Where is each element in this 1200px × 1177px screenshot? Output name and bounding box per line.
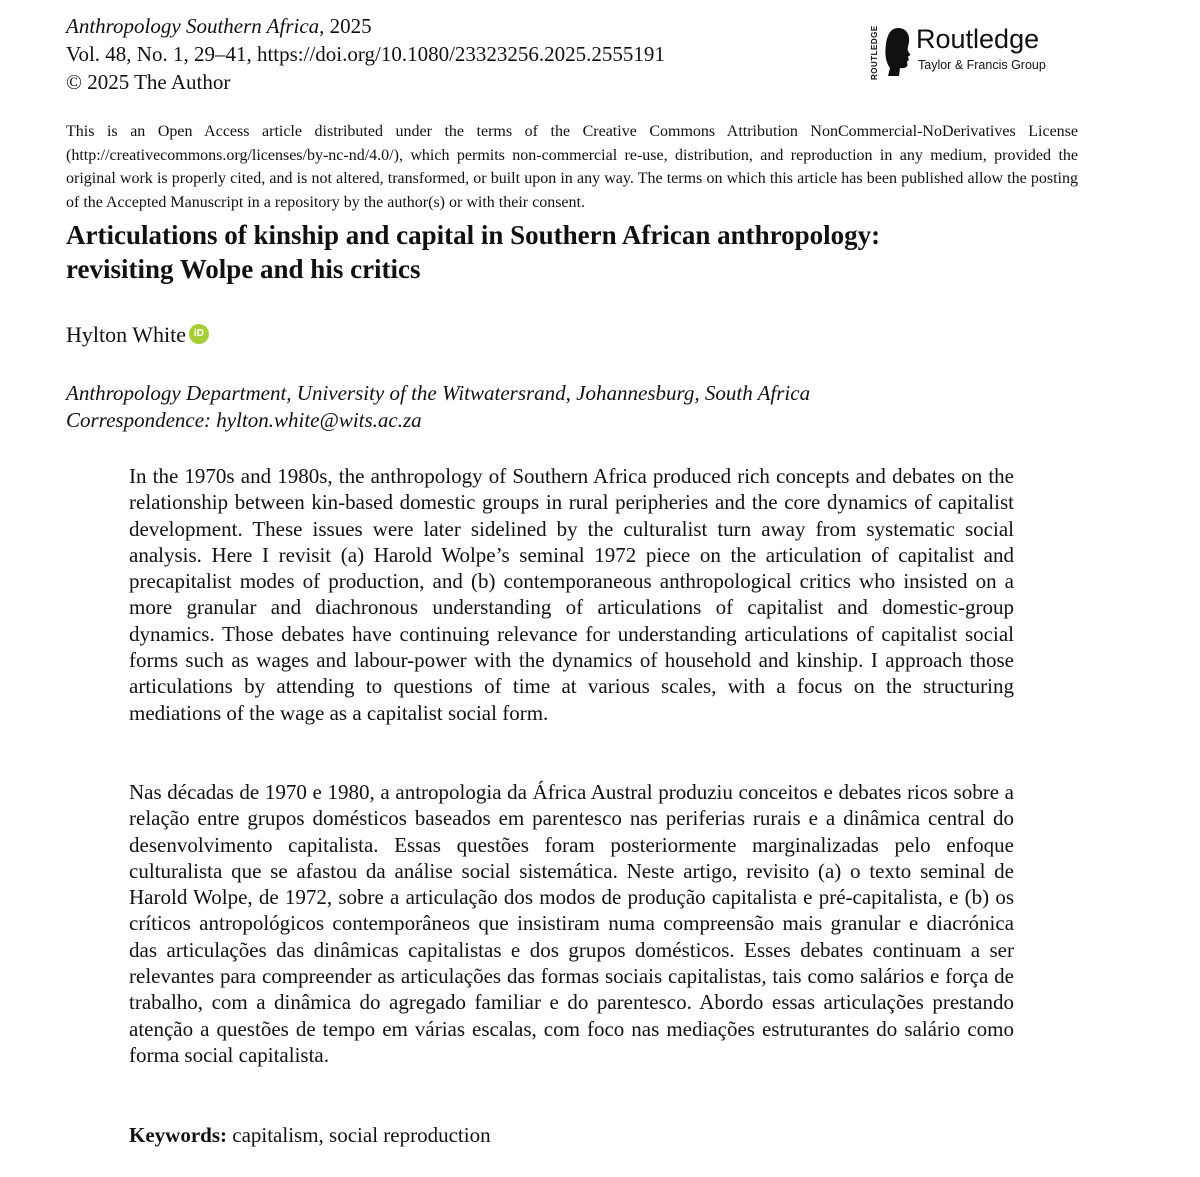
author-line [66, 320, 209, 350]
license-statement: This is an Open Access article distributed under the terms of the Creative Commons Attribution NonCommercial-NoDerivatives License (http://creativecommons.org/licenses/by-nc-nd/4.0/), which permits non-commercial re-use, distribution, and reproduction in any medium, provided the original work is properly cited, and is not altered, transformed, or built upon in any way. The terms on which this article has been published allow the posting of the Accepted Manuscript in a repository by the author(s) or with their consent. [66, 123, 1078, 211]
orcid-icon[interactable]: iD [189, 324, 209, 344]
article-title-line-1: Articulations of kinship and capital in Southern African anthropology: [66, 220, 881, 250]
abstract-portuguese: Nas décadas de 1970 e 1980, a antropologia da África Austral produziu conceitos e debates ricos sobre a relação entre grupos domésticos baseados em parentesco nas periferias rurais e a dinâmica central do desenvolvimento capitalista. Essas questões foram posteriormente marginalizadas pelo enfoque culturalista que se afastou da análise social sistemática. Neste artigo, revisito (a) o texto seminal de Harold Wolpe, de 1972, sobre a articulação dos modos de produção capitalista e pré-capitalista, e (b) os críticos antropológicos contemporâneos que insistiram numa compreensão mais granular e diacrónica das articulações das dinâmicas capitalistas e dos grupos domésticos. Esses debates continuam a ser relevantes para compreender as articulações das formas sociais capitalistas, tais como salários e força de trabalho, com a dinâmica do agregado familiar e do parentesco. Abordo essas articulações prestando atenção a questões de tempo em várias escalas, com foco nas mediações estruturantes do salário como forma social capitalista. [129, 780, 1014, 1067]
article-title [66, 218, 1126, 286]
journal-header [66, 12, 665, 96]
keywords-label: Keywords: [129, 1123, 227, 1147]
routledge-vertical-text: ROUTLEDGE [870, 25, 879, 80]
routledge-head-logo-icon [884, 24, 912, 80]
publisher-name: Routledge [916, 24, 1040, 54]
journal-name: Anthropology Southern Africa, [66, 14, 325, 38]
author-name: Hylton White [66, 322, 186, 347]
journal-citation-line [66, 12, 665, 40]
publisher-group: Taylor & Francis Group [918, 58, 1046, 72]
keywords-line [129, 1122, 491, 1149]
correspondence: Correspondence: hylton.white@wits.ac.za [66, 408, 422, 432]
journal-year: 2025 [324, 14, 372, 38]
routledge-logo [868, 22, 1078, 82]
affiliation: Anthropology Department, University of the Witwatersrand, Johannesburg, South Africa [66, 381, 811, 405]
abstract-english: In the 1970s and 1980s, the anthropology of Southern Africa produced rich concepts and debates on the relationship between kin-based domestic groups in rural peripheries and the core dynamics of capitalist development. These issues were later sidelined by the culturalist turn away from systematic social analysis. Here I revisit (a) Harold Wolpe’s seminal 1972 piece on the articulation of capitalist and precapitalist modes of production, and (b) contemporaneous anthropological critics who insisted on a more granular and diachronous understanding of articulations of capitalist and domestic-group dynamics. Those debates have continuing relevance for understanding articulations of capitalist social forms such as wages and labour-power with the dynamics of household and kinship. I approach those articulations by attending to questions of time at various scales, with a focus on the structuring mediations of the wage as a capitalist social form. [129, 464, 1014, 725]
copyright-line: © 2025 The Author [66, 70, 231, 94]
article-title-line-2: revisiting Wolpe and his critics [66, 254, 421, 284]
affiliation-block [66, 380, 810, 434]
keywords-values: capitalism, social reproduction [227, 1123, 491, 1147]
volume-doi-line: Vol. 48, No. 1, 29–41, https://doi.org/10.1080/23323256.2025.2555191 [66, 42, 665, 66]
